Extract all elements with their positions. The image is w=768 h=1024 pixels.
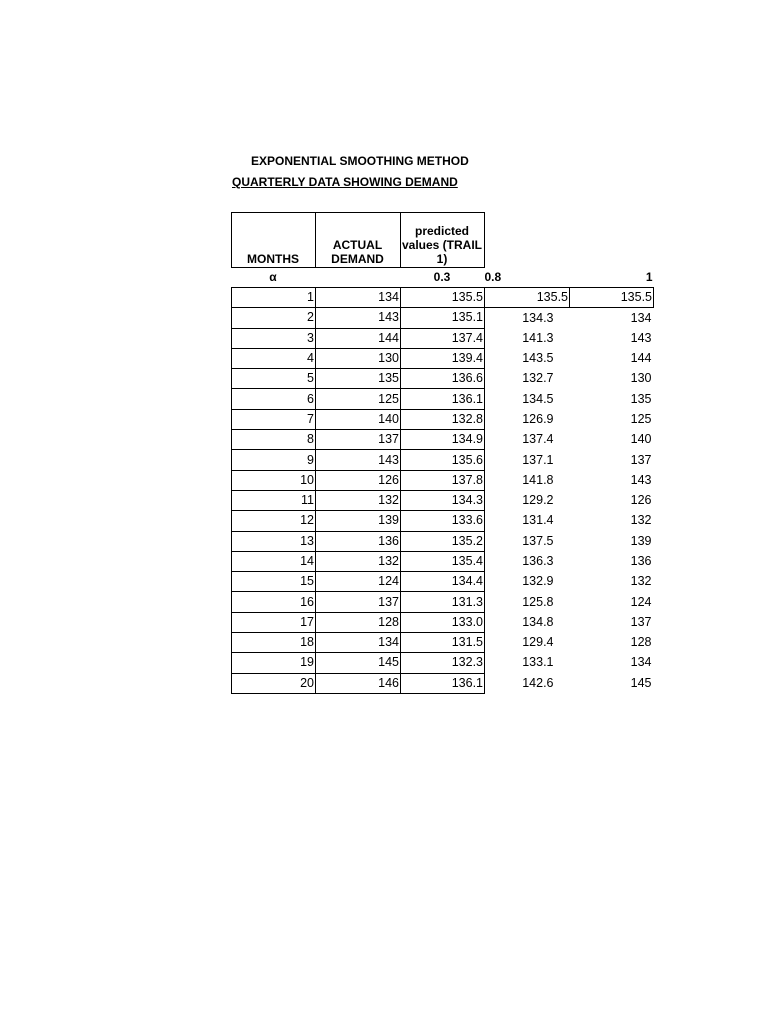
table-row xyxy=(232,389,654,409)
actual-demand-cell[interactable]: 132 xyxy=(316,490,401,510)
header-actual-demand[interactable]: ACTUAL DEMAND xyxy=(316,213,401,268)
actual-demand-cell[interactable]: 134 xyxy=(316,633,401,653)
predicted-alpha-1-cell[interactable]: 139 xyxy=(630,533,652,548)
predicted-alpha-0-3-cell[interactable]: 132.3 xyxy=(401,653,485,673)
predicted-alpha-0-8-cell[interactable]: 134.3 xyxy=(522,310,554,325)
predicted-alpha-1-cell[interactable]: 130 xyxy=(630,371,652,386)
alpha-value-1[interactable]: 1 xyxy=(645,269,653,284)
actual-demand-cell[interactable]: 136 xyxy=(316,531,401,551)
header-empty-cell[interactable] xyxy=(570,213,654,268)
predicted-alpha-1-cell[interactable]: 126 xyxy=(630,493,652,508)
month-cell[interactable]: 15 xyxy=(232,572,316,592)
table-row xyxy=(232,430,654,450)
table-row xyxy=(232,572,654,592)
actual-demand-cell[interactable]: 143 xyxy=(316,308,401,328)
table-row xyxy=(232,369,654,389)
header-months[interactable]: MONTHS xyxy=(232,213,316,268)
predicted-alpha-0-8-cell[interactable]: 137.5 xyxy=(522,533,554,548)
table-row xyxy=(232,633,654,653)
predicted-alpha-0-3-cell[interactable]: 131.5 xyxy=(401,633,485,653)
predicted-alpha-1-cell[interactable]: 132 xyxy=(630,574,652,589)
month-cell[interactable]: 18 xyxy=(232,633,316,653)
table-row xyxy=(232,673,654,693)
predicted-alpha-0-8-cell[interactable]: 142.6 xyxy=(522,675,554,690)
predicted-alpha-1-cell[interactable]: 134 xyxy=(630,655,652,670)
table-row xyxy=(232,409,654,429)
predicted-alpha-1-cell[interactable]: 136 xyxy=(630,554,652,568)
actual-demand-cell[interactable]: 128 xyxy=(316,612,401,632)
month-cell[interactable]: 9 xyxy=(232,450,316,470)
demand-table xyxy=(231,212,654,694)
predicted-alpha-1-cell[interactable]: 135.5 xyxy=(570,288,654,308)
table-row xyxy=(232,328,654,348)
predicted-alpha-0-8-cell[interactable]: 126.9 xyxy=(522,411,554,426)
table-row xyxy=(232,308,654,328)
table-row xyxy=(232,288,654,308)
month-cell[interactable]: 6 xyxy=(232,389,316,409)
month-cell[interactable]: 11 xyxy=(232,490,316,510)
predicted-alpha-1-cell[interactable]: 137 xyxy=(630,614,652,629)
table-row xyxy=(232,592,654,612)
predicted-alpha-1-cell[interactable]: 145 xyxy=(630,675,652,690)
predicted-alpha-0-3-cell[interactable]: 136.1 xyxy=(401,673,485,693)
predicted-alpha-0-8-cell[interactable]: 129.4 xyxy=(522,635,554,650)
alpha-value-0-3[interactable]: 0.3 xyxy=(433,270,451,284)
predicted-alpha-0-3-cell[interactable]: 133.0 xyxy=(401,612,485,632)
month-cell[interactable]: 5 xyxy=(232,369,316,389)
month-cell[interactable]: 13 xyxy=(232,531,316,551)
month-cell[interactable]: 1 xyxy=(232,288,316,308)
month-cell[interactable]: 17 xyxy=(232,612,316,632)
predicted-alpha-0-8-cell[interactable]: 131.4 xyxy=(522,513,554,528)
predicted-alpha-0-3-cell[interactable]: 131.3 xyxy=(401,592,485,612)
table-row xyxy=(232,653,654,673)
table-row xyxy=(232,612,654,632)
actual-demand-cell[interactable]: 139 xyxy=(316,511,401,531)
predicted-alpha-0-3-cell[interactable]: 132.8 xyxy=(401,409,485,429)
table-row xyxy=(232,348,654,368)
alpha-empty-cell[interactable] xyxy=(316,268,401,288)
table-row xyxy=(232,450,654,470)
table-row xyxy=(232,511,654,531)
month-cell[interactable]: 2 xyxy=(232,308,316,328)
predicted-alpha-0-3-cell[interactable]: 134.3 xyxy=(401,490,485,510)
predicted-alpha-0-3-cell[interactable]: 135.1 xyxy=(401,308,485,328)
predicted-alpha-0-8-cell[interactable]: 125.8 xyxy=(522,594,554,609)
predicted-alpha-0-8-cell[interactable]: 137.4 xyxy=(522,432,554,447)
predicted-alpha-1-cell[interactable]: 143 xyxy=(630,330,652,345)
actual-demand-cell[interactable]: 132 xyxy=(316,551,401,571)
actual-demand-cell[interactable]: 144 xyxy=(316,328,401,348)
actual-demand-cell[interactable]: 135 xyxy=(316,369,401,389)
month-cell[interactable]: 19 xyxy=(232,653,316,673)
alpha-label-cell[interactable]: α xyxy=(269,270,277,284)
actual-demand-cell[interactable]: 137 xyxy=(316,592,401,612)
header-row xyxy=(232,213,654,268)
alpha-row xyxy=(232,268,654,288)
month-cell[interactable]: 14 xyxy=(232,551,316,571)
actual-demand-cell[interactable]: 137 xyxy=(316,430,401,450)
alpha-value-0-8[interactable]: 0.8 xyxy=(484,269,502,284)
predicted-alpha-0-8-cell[interactable]: 132.7 xyxy=(522,371,554,386)
predicted-alpha-1-cell[interactable]: 128 xyxy=(630,635,652,650)
predicted-alpha-0-8-cell[interactable]: 132.9 xyxy=(522,574,554,589)
predicted-alpha-0-3-cell[interactable]: 135.2 xyxy=(401,531,485,551)
predicted-alpha-0-8-cell[interactable]: 143.5 xyxy=(522,351,554,366)
actual-demand-cell[interactable]: 146 xyxy=(316,673,401,693)
actual-demand-cell[interactable]: 134 xyxy=(316,288,401,308)
predicted-alpha-1-cell[interactable]: 143 xyxy=(630,472,652,487)
table-row xyxy=(232,531,654,551)
sheet-title: EXPONENTIAL SMOOTHING METHOD xyxy=(251,154,469,168)
month-cell[interactable]: 7 xyxy=(232,409,316,429)
header-predicted-values[interactable]: predicted values (TRAIL 1) xyxy=(401,213,485,268)
predicted-alpha-1-cell[interactable]: 124 xyxy=(630,594,652,609)
month-cell[interactable]: 12 xyxy=(232,511,316,531)
predicted-alpha-0-3-cell[interactable]: 137.8 xyxy=(401,470,485,490)
actual-demand-cell[interactable]: 145 xyxy=(316,653,401,673)
predicted-alpha-0-3-cell[interactable]: 134.4 xyxy=(401,572,485,592)
month-cell[interactable]: 4 xyxy=(232,348,316,368)
predicted-alpha-0-8-cell[interactable]: 135.5 xyxy=(485,288,570,308)
table-row xyxy=(232,470,654,490)
sheet-subtitle: QUARTERLY DATA SHOWING DEMAND xyxy=(232,175,458,189)
predicted-alpha-0-3-cell[interactable]: 137.4 xyxy=(401,328,485,348)
month-cell[interactable]: 10 xyxy=(232,470,316,490)
table-row xyxy=(232,551,654,571)
actual-demand-cell[interactable]: 140 xyxy=(316,409,401,429)
predicted-alpha-0-8-cell[interactable]: 136.3 xyxy=(522,554,554,568)
predicted-alpha-1-cell[interactable]: 125 xyxy=(630,411,652,426)
actual-demand-cell[interactable]: 143 xyxy=(316,450,401,470)
predicted-alpha-0-3-cell[interactable]: 136.1 xyxy=(401,389,485,409)
predicted-alpha-0-3-cell[interactable]: 136.6 xyxy=(401,369,485,389)
header-empty-cell[interactable] xyxy=(485,213,570,268)
predicted-alpha-1-cell[interactable]: 144 xyxy=(630,351,652,366)
predicted-alpha-0-8-cell[interactable]: 141.3 xyxy=(522,330,554,345)
predicted-alpha-1-cell[interactable]: 137 xyxy=(630,452,652,467)
actual-demand-cell[interactable]: 130 xyxy=(316,348,401,368)
predicted-alpha-0-3-cell[interactable]: 135.4 xyxy=(401,551,485,571)
month-cell[interactable]: 3 xyxy=(232,328,316,348)
predicted-alpha-0-8-cell[interactable]: 141.8 xyxy=(522,472,554,487)
actual-demand-cell[interactable]: 125 xyxy=(316,389,401,409)
predicted-alpha-1-cell[interactable]: 134 xyxy=(630,310,652,325)
predicted-alpha-0-8-cell[interactable]: 134.5 xyxy=(522,391,554,406)
month-cell[interactable]: 8 xyxy=(232,430,316,450)
predicted-alpha-0-8-cell[interactable]: 133.1 xyxy=(522,655,554,670)
table-row xyxy=(232,490,654,510)
predicted-alpha-0-3-cell[interactable]: 134.9 xyxy=(401,430,485,450)
predicted-alpha-0-8-cell[interactable]: 129.2 xyxy=(522,493,554,508)
predicted-alpha-0-3-cell[interactable]: 135.5 xyxy=(401,288,485,308)
month-cell[interactable]: 16 xyxy=(232,592,316,612)
month-cell[interactable]: 20 xyxy=(232,673,316,693)
predicted-alpha-0-3-cell[interactable]: 135.6 xyxy=(401,450,485,470)
predicted-alpha-0-3-cell[interactable]: 133.6 xyxy=(401,511,485,531)
predicted-alpha-0-3-cell[interactable]: 139.4 xyxy=(401,348,485,368)
actual-demand-cell[interactable]: 126 xyxy=(316,470,401,490)
predicted-alpha-0-8-cell[interactable]: 134.8 xyxy=(522,614,554,629)
actual-demand-cell[interactable]: 124 xyxy=(316,572,401,592)
predicted-alpha-1-cell[interactable]: 135 xyxy=(630,391,652,406)
predicted-alpha-1-cell[interactable]: 132 xyxy=(630,513,652,528)
predicted-alpha-1-cell[interactable]: 140 xyxy=(630,432,652,447)
predicted-alpha-0-8-cell[interactable]: 137.1 xyxy=(522,452,554,467)
